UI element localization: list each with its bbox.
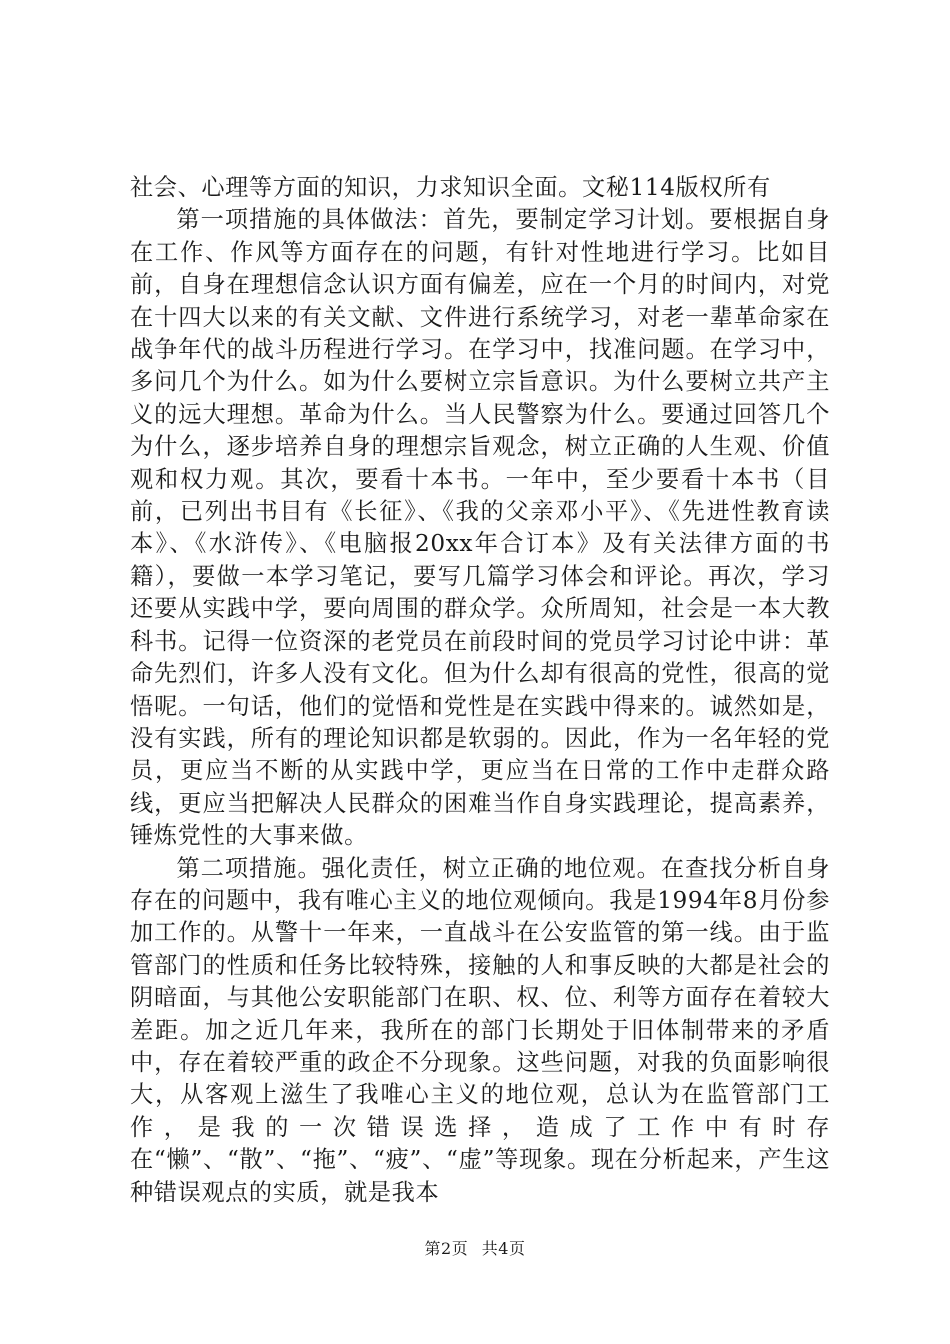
paragraph-continuation: 社会、心理等方面的知识，力求知识全面。文秘114版权所有 <box>130 174 771 201</box>
page-number: 第2页 <box>424 1239 469 1258</box>
paragraph-measure-two: 第二项措施。强化责任，树立正确的地位观。在查找分析自身存在的问题中，我有唯心主义的地位观倾向。我是1994年8月份参加工作的。从警十一年来，一直战斗在公安监管的第一线。由于监管部门的性质和任务比较特殊，接触的人和事反映的大都是社会的阴暗面，与其他公安职能部门在职、权、位、利等方面存在着较大差距。加之近几年来，我所在的部门长期处于旧体制带来的矛盾中，存在着较严重的政企不分现象。这些问题，对我的负面影响很大，从客观上滋生了我唯心主义的地位观，总认为在监管部门工作，是我的一次错误选择，造成了工作中有时存在“懒”、“散”、“拖”、“疲”、“虚”等现象。现在分析起来，产生这种错误观点的实质，就是我本 <box>130 854 830 1206</box>
page-footer <box>0 1236 950 1259</box>
paragraph-measure-one: 第一项措施的具体做法：首先，要制定学习计划。要根据自身在工作、作风等方面存在的问题，有针对性地进行学习。比如目前，自身在理想信念认识方面有偏差，应在一个月的时间内，对党在十四大以来的有关文献、文件进行系统学习，对老一辈革命家在战争年代的战斗历程进行学习。在学习中，找准问题。在学习中，多问几个为什么。如为什么要树立宗旨意识。为什么要树立共产主义的远大理想。革命为什么。当人民警察为什么。要通过回答几个为什么，逐步培养自身的理想宗旨观念，树立正确的人生观、价值观和权力观。其次，要看十本书。一年中，至少要看十本书（目前，已列出书目有《长征》、《我的父亲邓小平》、《先进性教育读本》、《水浒传》、《电脑报20xx年合订本》及有关法律方面的书籍），要做一本学习笔记，要写几篇学习体会和评论。再次，学习还要从实践中学，要向周围的群众学。众所周知，社会是一本大教科书。记得一位资深的老党员在前段时间的党员学习讨论中讲：革命先烈们，许多人没有文化。但为什么却有很高的党性，很高的觉悟呢。一句话，他们的觉悟和党性是在实践中得来的。诚然如是，没有实践，所有的理论知识都是软弱的。因此，作为一名年轻的党员，更应当不断的从实践中学，更应当在日常的工作中走群众路线，更应当把解决人民群众的困难当作自身实践理论，提高素养，锤炼党性的大事来做。 <box>130 206 830 850</box>
page-total: 共4页 <box>481 1239 526 1258</box>
document-body <box>130 172 830 1209</box>
